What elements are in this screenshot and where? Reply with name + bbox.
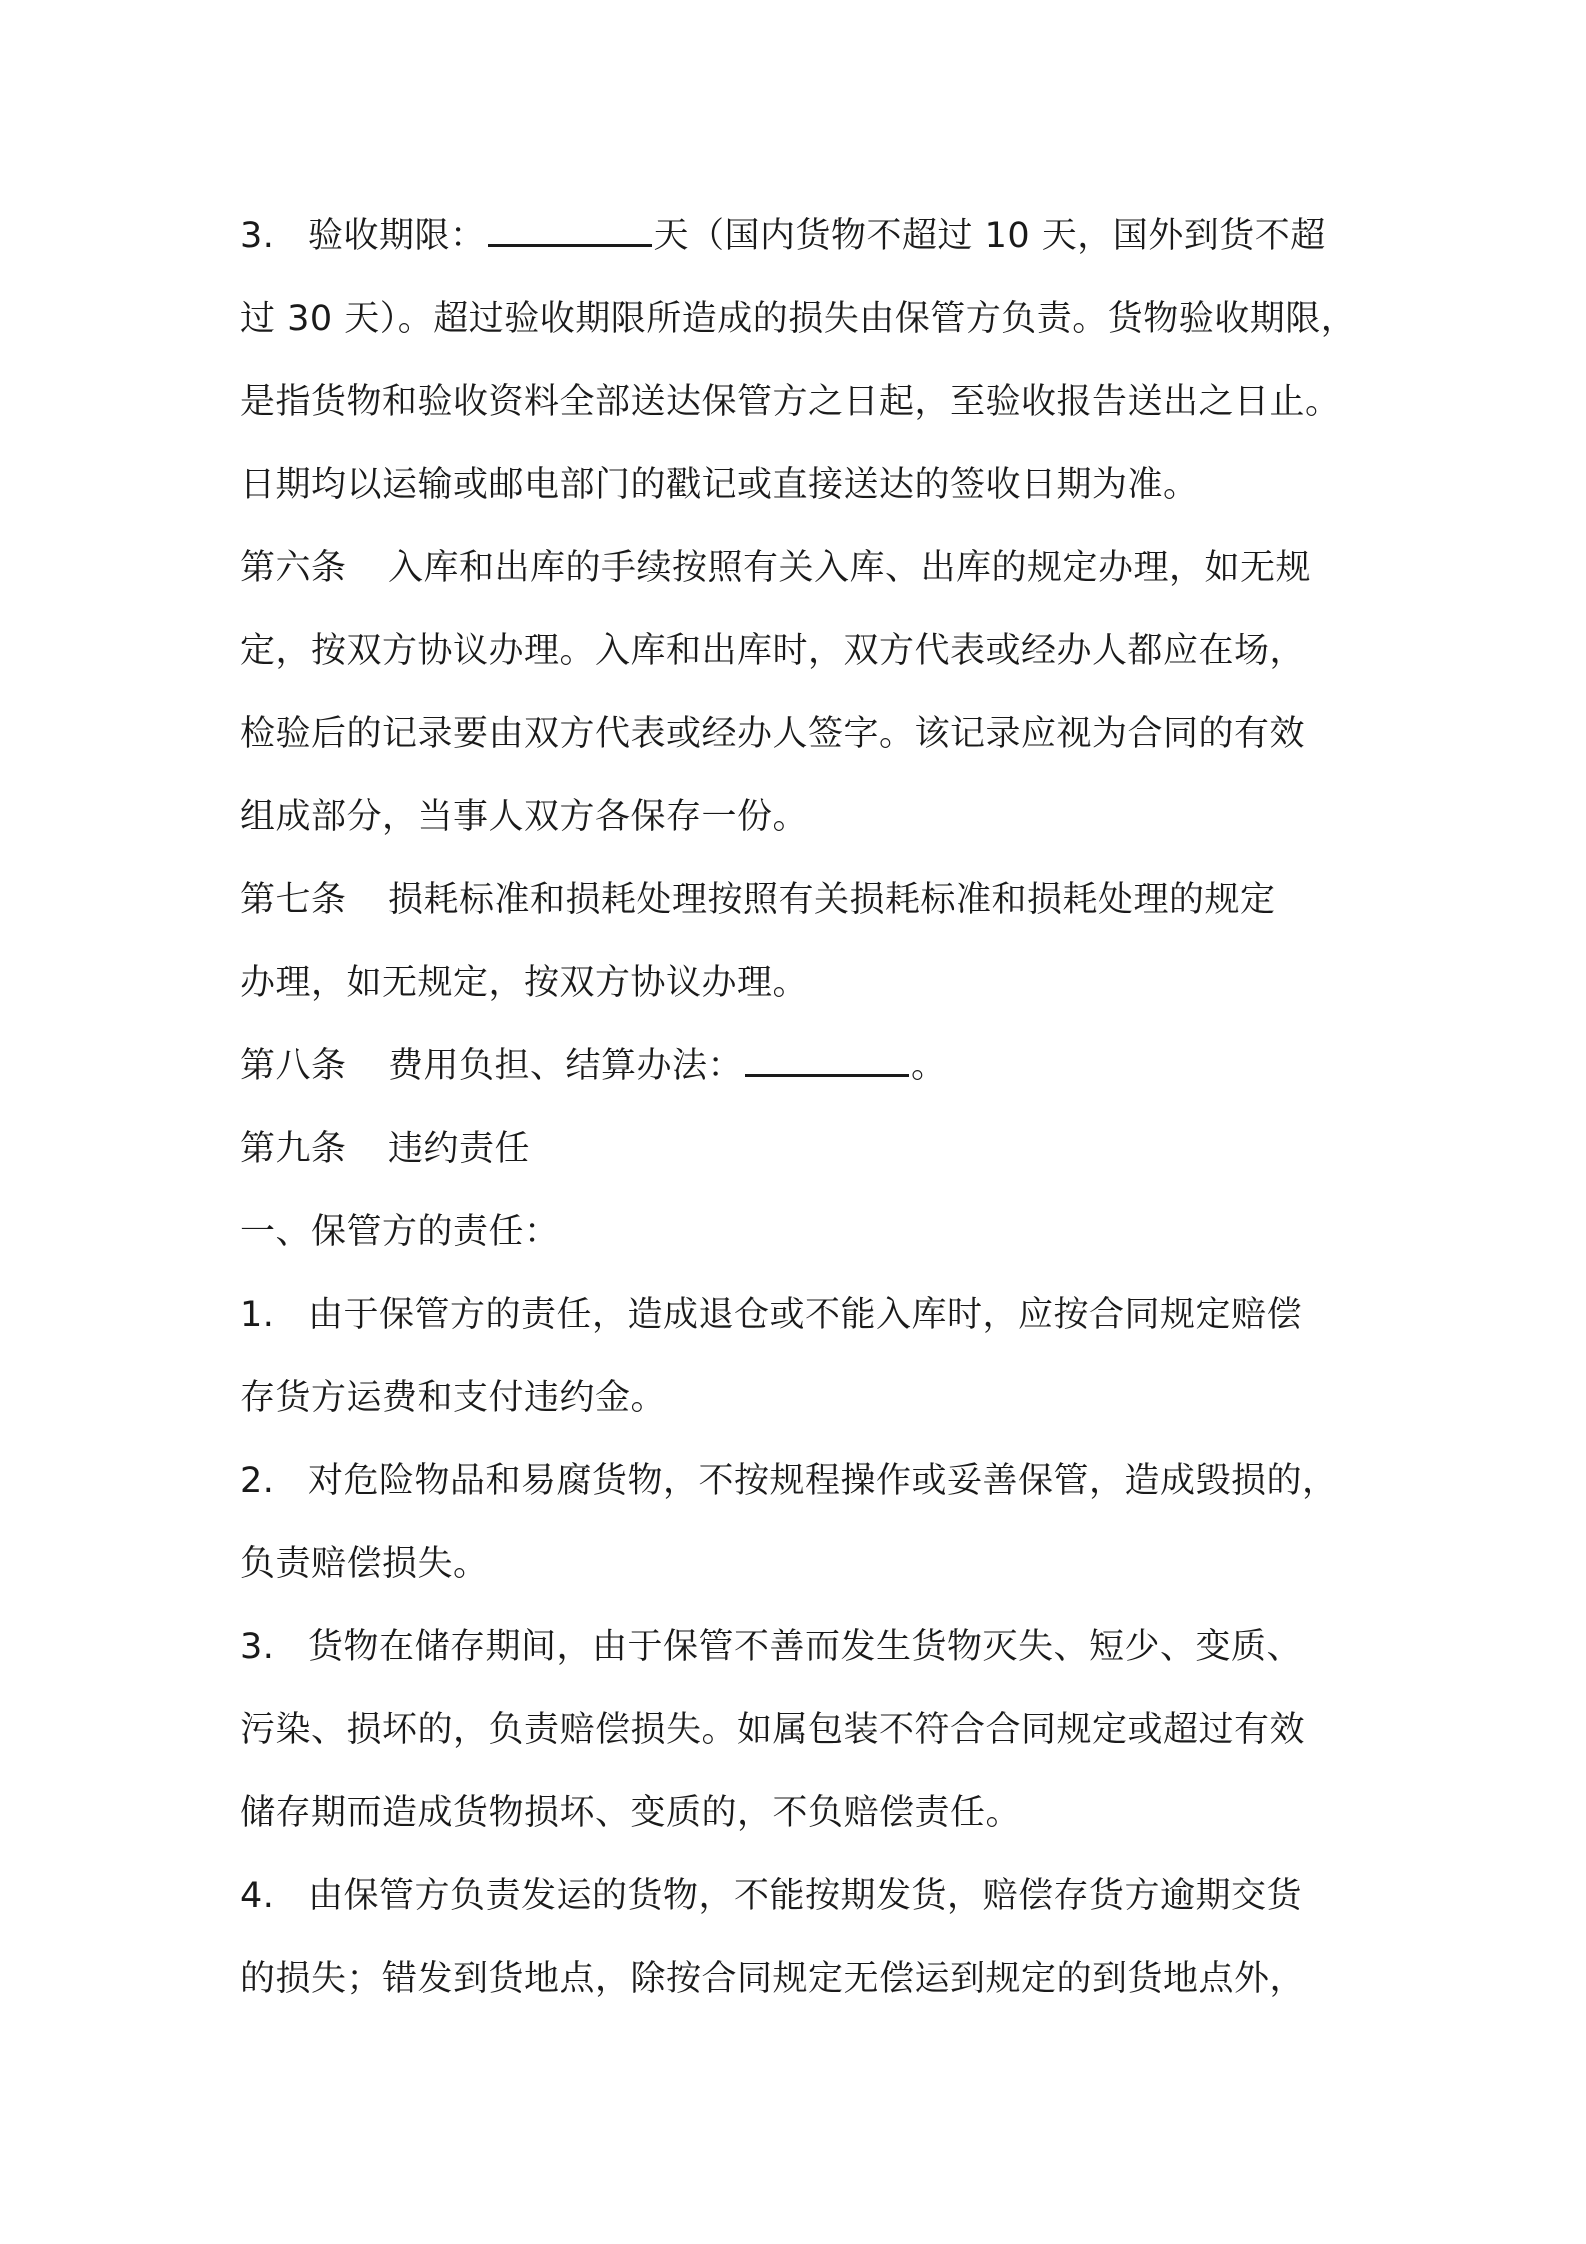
article-8-line-1 bbox=[240, 1044, 947, 1088]
item-2-line-2: 负责赔偿损失。 bbox=[240, 1544, 489, 1584]
item-4-line-2: 的损失；错发到货地点，除按合同规定无偿运到规定的到货地点外， bbox=[240, 1959, 1306, 1999]
text: 违约责任 bbox=[388, 1129, 531, 1169]
item-4-line-1 bbox=[240, 1874, 1302, 1918]
article-label: 第八条 bbox=[240, 1046, 347, 1086]
text: 入库和出库的手续按照有关入库、出库的规定办理，如无规 bbox=[388, 548, 1312, 588]
item-1-line-2: 存货方运费和支付违约金。 bbox=[240, 1378, 667, 1418]
article-6-line-2: 定，按双方协议办理。入库和出库时，双方代表或经办人都应在场， bbox=[240, 631, 1306, 671]
text: 。 bbox=[911, 1046, 947, 1086]
text: 对危险物品和易腐货物，不按规程操作或妥善保管，造成毁损的， bbox=[308, 1461, 1338, 1501]
clause-5-item-3-line-2: 过 30 天）。超过验收期限所造成的损失由保管方负责。货物验收期限， bbox=[240, 299, 1357, 339]
item-number: 4. bbox=[240, 1876, 275, 1916]
clause-5-item-3-line-1 bbox=[240, 214, 1326, 258]
text: 验收期限： bbox=[308, 216, 486, 256]
text: 天（国内货物不超过 10 天，国外到货不超 bbox=[653, 216, 1326, 256]
item-number: 3. bbox=[240, 216, 275, 256]
article-6-line-1 bbox=[240, 546, 1311, 590]
item-number: 3. bbox=[240, 1627, 275, 1667]
clause-5-item-3-line-3: 是指货物和验收资料全部送达保管方之日起，至验收报告送出之日止。 bbox=[240, 382, 1341, 422]
text: 货物在储存期间，由于保管不善而发生货物灭失、短少、变质、 bbox=[308, 1627, 1303, 1667]
fill-in-blank-fees bbox=[745, 1044, 909, 1077]
article-9-line-1 bbox=[240, 1127, 530, 1171]
item-3-line-2: 污染、损坏的，负责赔偿损失。如属包装不符合合同规定或超过有效 bbox=[240, 1710, 1306, 1750]
item-3-line-1 bbox=[240, 1625, 1302, 1669]
item-3-line-3: 储存期而造成货物损坏、变质的，不负赔偿责任。 bbox=[240, 1793, 1022, 1833]
article-6-line-4: 组成部分，当事人双方各保存一份。 bbox=[240, 797, 809, 837]
article-label: 第六条 bbox=[240, 548, 347, 588]
article-label: 第七条 bbox=[240, 880, 347, 920]
fill-in-blank-days bbox=[488, 214, 652, 247]
article-7-line-1 bbox=[240, 878, 1276, 922]
section-heading-custodian-liability: 一、保管方的责任： bbox=[240, 1212, 560, 1252]
article-7-line-2: 办理，如无规定，按双方协议办理。 bbox=[240, 963, 809, 1003]
item-number: 1. bbox=[240, 1295, 275, 1335]
article-label: 第九条 bbox=[240, 1129, 347, 1169]
text: 由保管方负责发运的货物，不能按期发货，赔偿存货方逾期交货 bbox=[308, 1876, 1303, 1916]
text: 损耗标准和损耗处理按照有关损耗标准和损耗处理的规定 bbox=[388, 880, 1276, 920]
item-number: 2. bbox=[240, 1461, 275, 1501]
text: 由于保管方的责任，造成退仓或不能入库时，应按合同规定赔偿 bbox=[308, 1295, 1303, 1335]
article-6-line-3: 检验后的记录要由双方代表或经办人签字。该记录应视为合同的有效 bbox=[240, 714, 1306, 754]
item-1-line-1 bbox=[240, 1293, 1302, 1337]
text: 费用负担、结算办法： bbox=[388, 1046, 744, 1086]
clause-5-item-3-line-4: 日期均以运输或邮电部门的戳记或直接送达的签收日期为准。 bbox=[240, 465, 1199, 505]
item-2-line-1 bbox=[240, 1459, 1338, 1503]
